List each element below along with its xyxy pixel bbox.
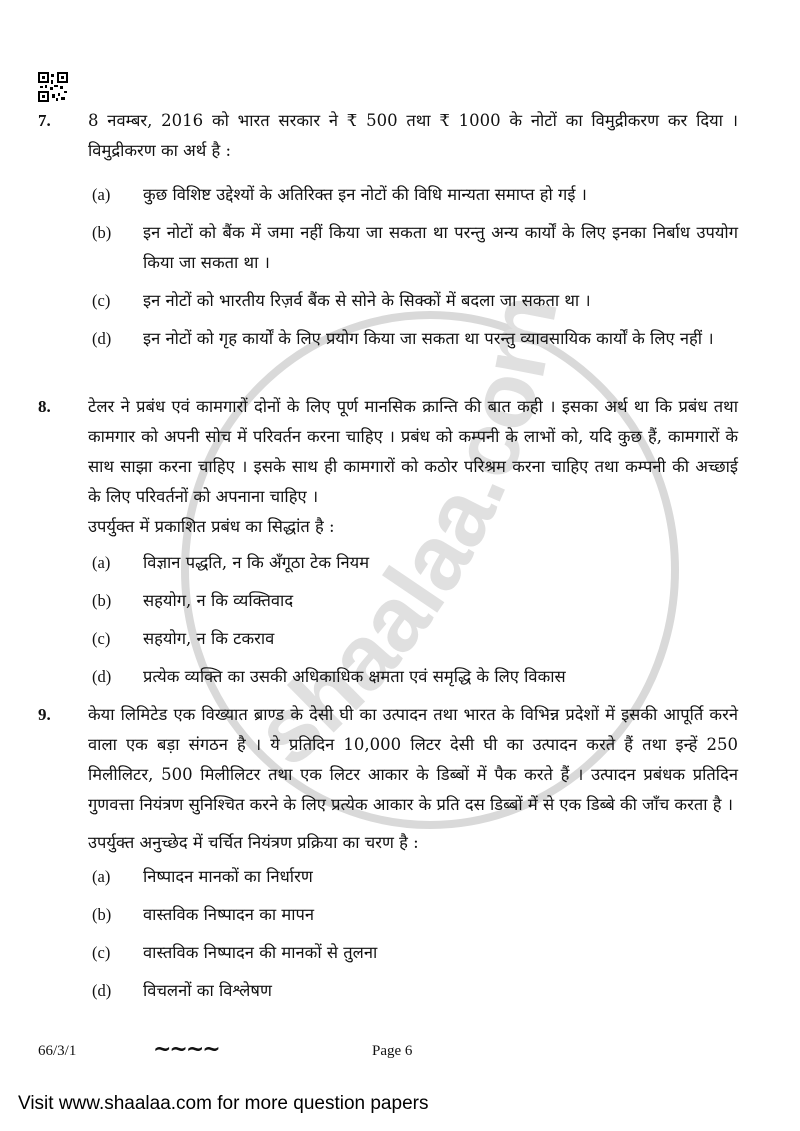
option-text: इन नोटों को गृह कार्यों के लिए प्रयोग किया जा सकता था परन्तु व्यावसायिक कार्यों के लिए नहीं । [143,329,714,348]
option-b [88,900,738,930]
option-text: सहयोग, न कि व्यक्तिवाद [143,591,294,610]
option-c [88,938,738,968]
paper-code: 66/3/1 [38,1043,77,1059]
stem-paragraph: 8 नवम्बर, 2016 को भारत सरकार ने ₹ 500 तथा ₹ 1000 के नोटों का विमुद्रीकरण कर दिया । विमुद्रीकरण का अर्थ है : [88,111,738,160]
option-a [88,548,738,578]
option-b [88,218,738,278]
qr-code [38,72,68,102]
question-9 [38,700,738,1006]
question-stem [88,700,738,858]
option-text: वास्तविक निष्पादन की मानकों से तुलना [143,943,378,962]
option-text: सहयोग, न कि टकराव [143,629,275,648]
question-number: 9. [38,705,51,724]
question-stem [88,106,738,166]
option-label: (a) [92,553,111,572]
option-label: (d) [92,981,112,1000]
question-number: 8. [38,397,51,416]
option-label: (b) [92,591,112,610]
option-d [88,662,738,692]
option-label: (c) [92,291,111,310]
svg-text:shaalaa.com: shaalaa.com [236,300,578,786]
option-label: (c) [92,629,111,648]
option-d [88,976,738,1006]
visit-link-text[interactable]: Visit www.shaalaa.com for more question papers [18,1093,429,1114]
option-text: कुछ विशिष्ट उद्देश्यों के अतिरिक्त इन नोटों की विधि मान्यता समाप्त हो गई । [143,185,587,204]
option-label: (a) [92,185,111,204]
question-stem [88,392,738,542]
option-text: प्रत्येक व्यक्ति का उसकी अधिकाधिक क्षमता एवं समृद्धि के लिए विकास [143,667,566,686]
option-label: (d) [92,329,112,348]
option-text: निष्पादन मानकों का निर्धारण [143,867,313,886]
stem-prompt: उपर्युक्त में प्रकाशित प्रबंध का सिद्धांत है : [88,517,335,536]
option-a [88,180,738,210]
page-number: Page 6 [372,1043,413,1059]
option-text: इन नोटों को भारतीय रिज़र्व बैंक से सोने के सिक्कों में बदला जा सकता था । [143,291,591,310]
option-b [88,586,738,616]
question-number: 7. [38,111,51,130]
option-label: (a) [92,867,111,886]
option-text: इन नोटों को बैंक में जमा नहीं किया जा सकता था परन्तु अन्य कार्यों के लिए इनका निर्बाध उपयोग किया जा सकता था । [143,223,738,272]
tilde-decoration: ~~~~ [153,1036,219,1062]
option-label: (b) [92,905,112,924]
stem-paragraph: केया लिमिटेड एक विख्यात ब्राण्ड के देसी घी का उत्पादन तथा भारत के विभिन्न प्रदेशों में इसकी आपूर्ति करने वाला एक बड़ा संगठन है । ये प्रतिदिन 10,000 लिटर देसी घी का उत्पादन करते हैं तथा इन्हें 250 मिलीलिटर, 500 मिलीलिटर तथा एक लिटर आकार के डिब्बों में पैक करते हैं । उत्पादन प्रबंधक प्रतिदिन गुणवत्ता नियंत्रण सुनिश्चित करने के लिए प्रत्येक आकार के प्रति दस डिब्बों में से एक डिब्बे की जाँच करता है । [88,705,738,814]
question-8 [38,392,738,692]
option-c [88,624,738,654]
option-label: (d) [92,667,112,686]
stem-prompt: उपर्युक्त अनुच्छेद में चर्चित नियंत्रण प्रक्रिया का चरण है : [88,833,419,852]
option-text: विज्ञान पद्धति, न कि अँगूठा टेक नियम [143,553,370,572]
stem-paragraph: टेलर ने प्रबंध एवं कामगारों दोनों के लिए पूर्ण मानसिक क्रान्ति की बात कही । इसका अर्थ था कि प्रबंध तथा कामगार को अपनी सोच में परिवर्तन करना चाहिए । प्रबंध को कम्पनी के लाभों को, यदि कुछ हैं, कामगारों के साथ साझा करना चाहिए । इसके साथ ही कामगारों को कठोर परिश्रम करना चाहिए तथा कम्पनी की अच्छाई के लिए परिवर्तनों को अपनाना चाहिए । [88,397,738,506]
option-d [88,324,738,354]
question-7 [38,106,738,354]
option-label: (b) [92,223,112,242]
option-text: वास्तविक निष्पादन का मापन [143,905,315,924]
option-a [88,862,738,892]
option-text: विचलनों का विश्लेषण [143,981,272,1000]
option-label: (c) [92,943,111,962]
option-c [88,286,738,316]
